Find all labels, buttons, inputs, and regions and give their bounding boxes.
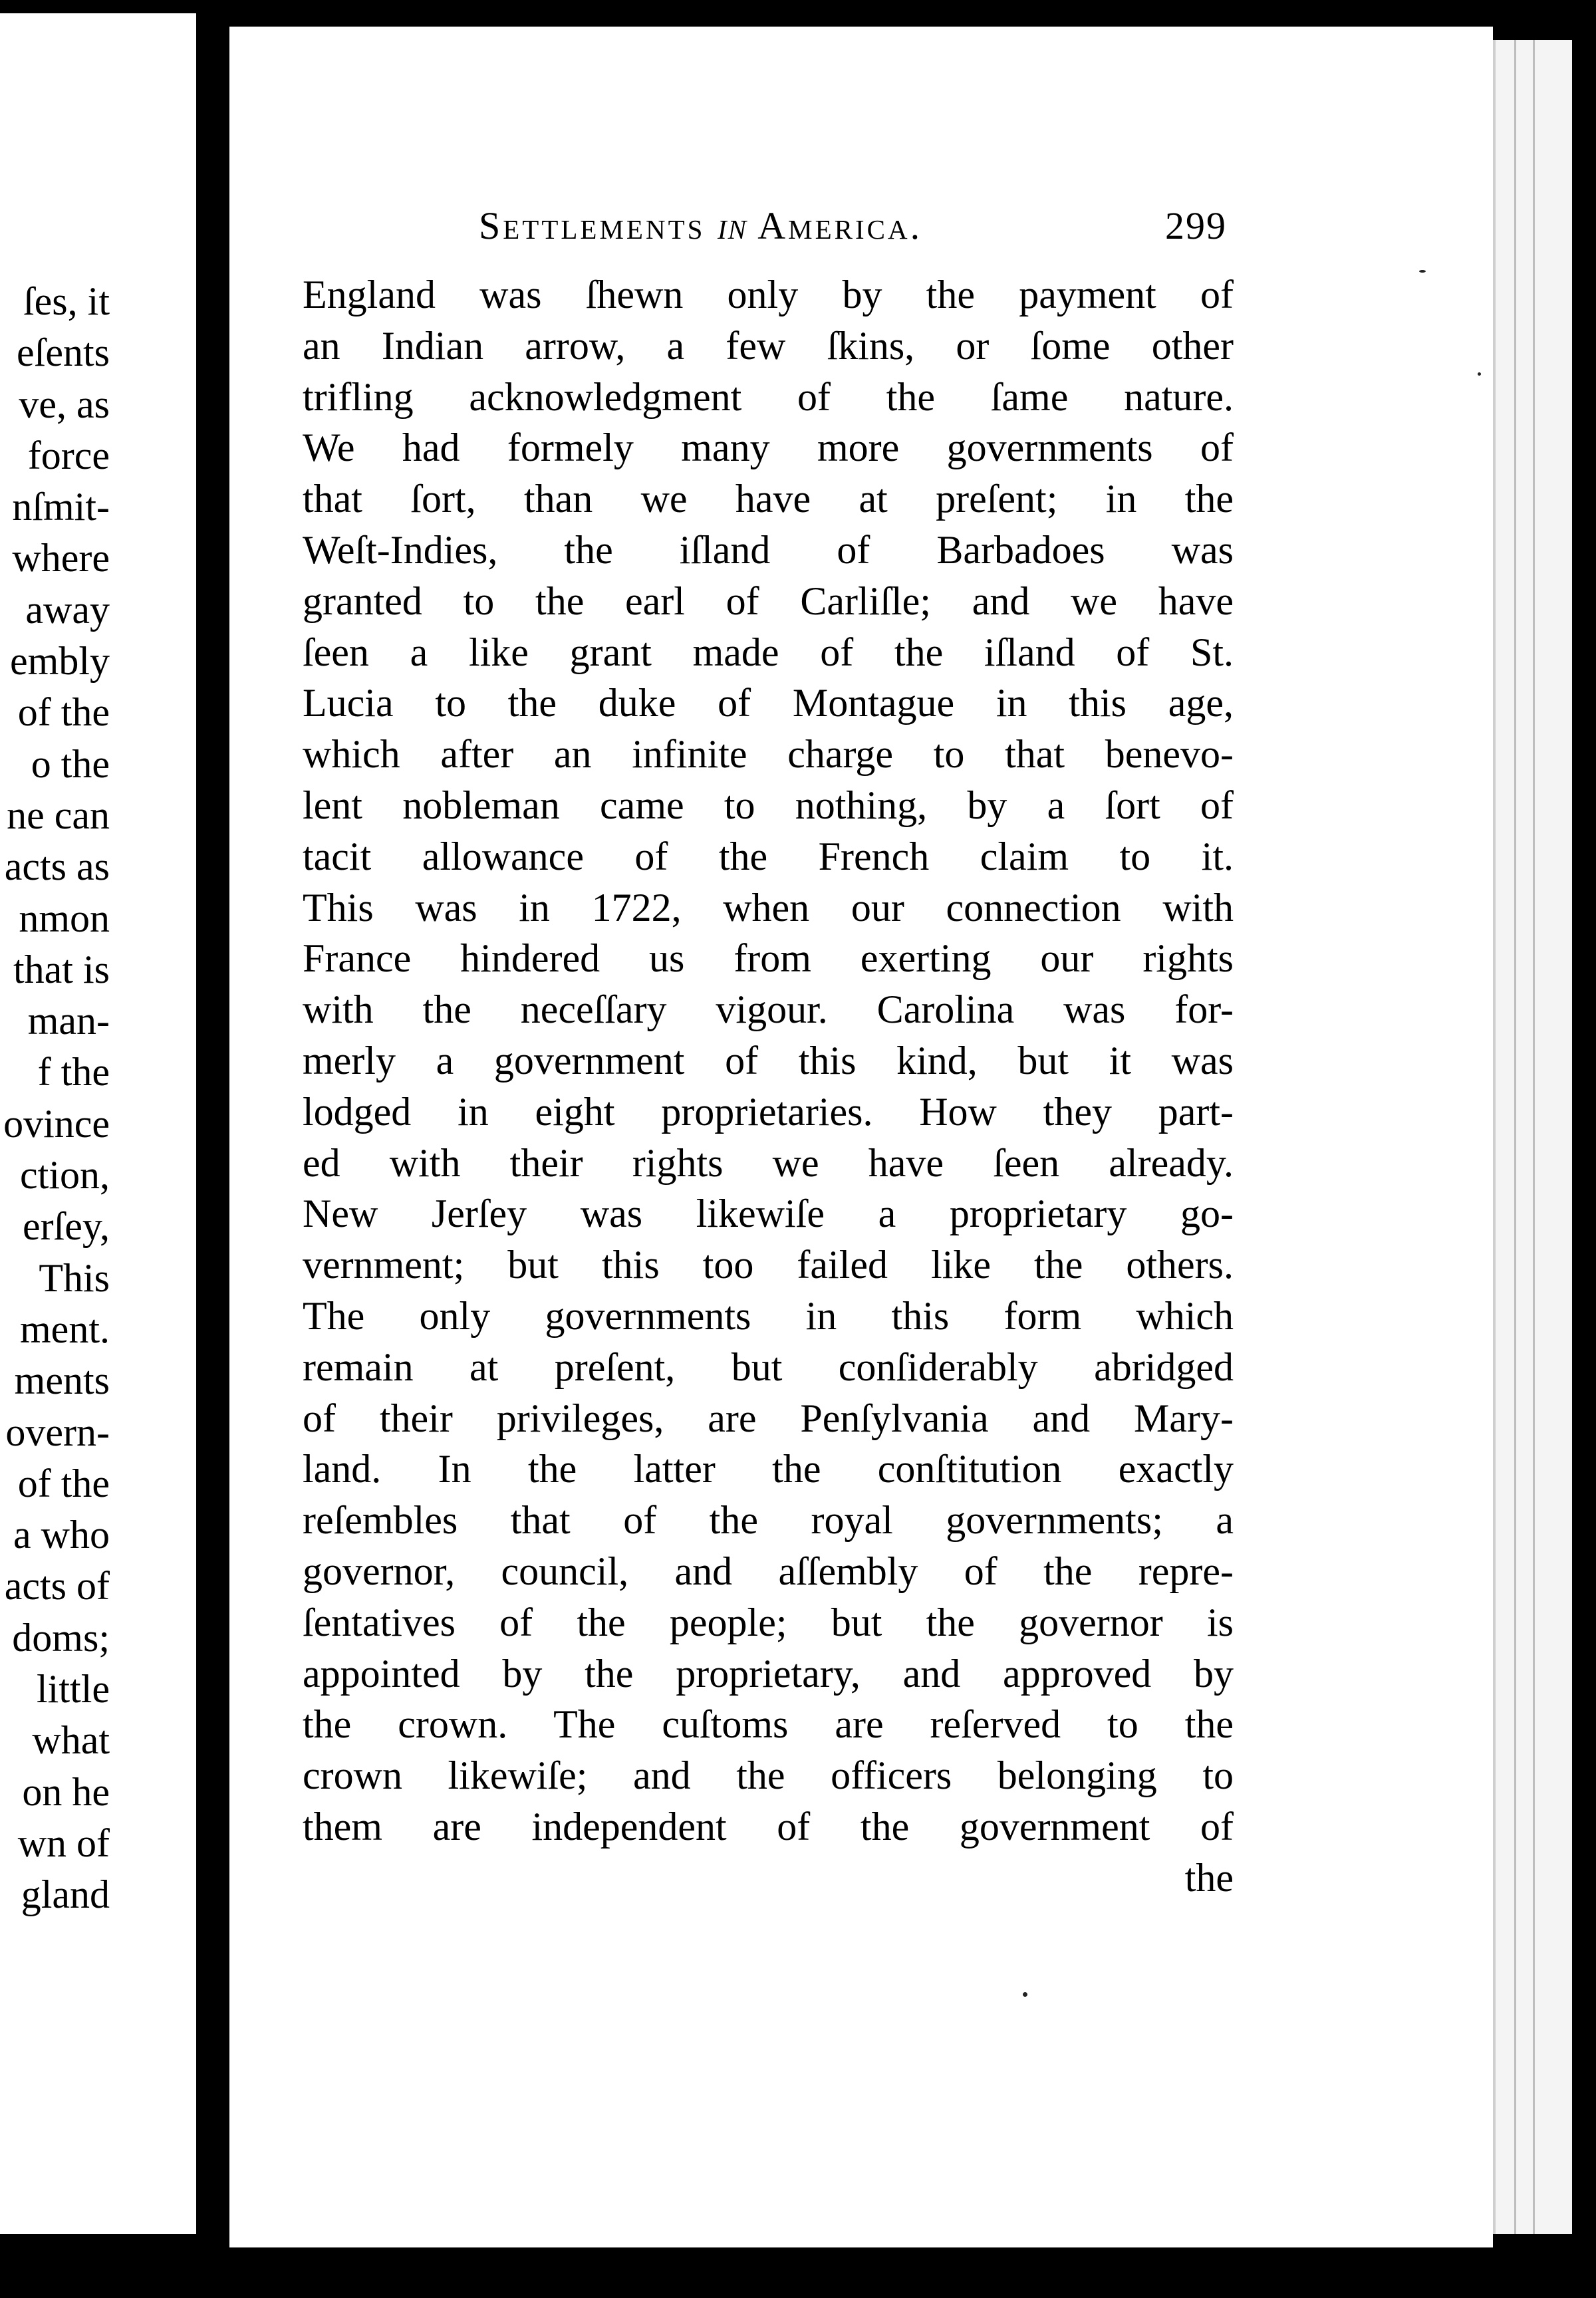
previous-page-line: where — [12, 536, 110, 580]
text-line: remain at preſent, but conſiderably abridged — [303, 1344, 1234, 1389]
previous-page-line: acts of — [4, 1564, 110, 1608]
page-number: 299 — [1165, 204, 1227, 247]
text-line: with the neceſſary vigour. Carolina was for- — [303, 987, 1234, 1032]
previous-page-line: ment. — [20, 1307, 110, 1351]
text-line: granted to the earl of Carliſle; and we have — [303, 578, 1234, 623]
text-line: land. In the latter the conſtitution exactly — [303, 1447, 1234, 1491]
previous-page-line: on he — [22, 1769, 110, 1814]
previous-page-line: wn of — [17, 1821, 110, 1865]
text-line: ed with their rights we have ſeen already. — [303, 1140, 1234, 1185]
previous-page-line: that is — [13, 947, 110, 991]
text-line: The only governments in this form which — [303, 1293, 1234, 1338]
previous-page-line: what — [32, 1718, 110, 1763]
text-line: crown likewiſe; and the officers belonging to — [303, 1753, 1234, 1798]
previous-page-line: ve, as — [19, 382, 110, 426]
previous-page-line: ction, — [20, 1153, 110, 1198]
previous-page-line: f the — [37, 1050, 110, 1094]
text-line: trifling acknowledgment of the ſame nature. — [303, 374, 1234, 419]
previous-page-line: force — [27, 433, 110, 477]
text-line: the crown. The cuſtoms are reſerved to the — [303, 1702, 1234, 1747]
text-line: them are independent of the government of — [303, 1804, 1234, 1849]
running-head-title: Settlements in America. — [479, 204, 923, 247]
running-head — [479, 199, 1227, 253]
previous-page-line: o the — [31, 741, 110, 786]
previous-page-line: ovince — [3, 1101, 110, 1146]
page-edges — [1493, 40, 1572, 2234]
previous-page-line: embly — [10, 639, 110, 684]
text-line: This was in 1722, when our connection with — [303, 885, 1234, 930]
ink-speck — [1419, 270, 1426, 273]
previous-page-line: gland — [21, 1872, 110, 1917]
text-line: lent nobleman came to nothing, by a ſort of — [303, 783, 1234, 827]
previous-page-line: doms; — [12, 1615, 110, 1660]
previous-page-line: away — [25, 587, 110, 632]
text-line: reſembles that of the royal governments; a — [303, 1498, 1234, 1543]
text-line: appointed by the proprietary, and approved by — [303, 1651, 1234, 1696]
ink-speck — [1478, 372, 1481, 376]
text-line: ſentatives of the people; but the governor is — [303, 1600, 1234, 1644]
text-line: governor, council, and aſſembly of the repre- — [303, 1549, 1234, 1593]
text-line: Weſt-Indies, the iſland of Barbadoes was — [303, 527, 1234, 572]
catchword: the — [1184, 1855, 1234, 1900]
text-line: New Jerſey was likewiſe a proprietary go- — [303, 1192, 1234, 1236]
text-line: Lucia to the duke of Montague in this age, — [303, 681, 1234, 725]
previous-page-line: of the — [17, 690, 110, 735]
body-text — [303, 269, 1234, 1904]
previous-page-line: This — [39, 1255, 110, 1300]
previous-page-line: ſes, it — [23, 279, 110, 323]
previous-page-line: overn- — [5, 1410, 110, 1454]
previous-page — [0, 13, 196, 2234]
previous-page-text-column — [0, 276, 110, 1921]
text-line: which after an infinite charge to that benevo- — [303, 732, 1234, 777]
previous-page-line: nſmit- — [12, 485, 110, 529]
text-line: vernment; but this too failed like the others. — [303, 1243, 1234, 1287]
previous-page-line: nmon — [19, 896, 110, 940]
text-line: merly a government of this kind, but it was — [303, 1038, 1234, 1083]
text-line: tacit allowance of the French claim to it. — [303, 834, 1234, 878]
text-line: England was ſhewn only by the payment of — [303, 273, 1234, 317]
previous-page-line: man- — [27, 999, 110, 1043]
text-line: ſeen a like grant made of the iſland of St. — [303, 630, 1234, 674]
previous-page-line: ments — [14, 1358, 110, 1403]
ink-speck — [1023, 1992, 1027, 1997]
text-line: We had formely many more governments of — [303, 426, 1234, 470]
text-line: an Indian arrow, a few ſkins, or ſome other — [303, 323, 1234, 368]
previous-page-line: erſey, — [22, 1204, 110, 1249]
previous-page-line: ne can — [7, 793, 110, 837]
text-line: that ſort, than we have at preſent; in the — [303, 477, 1234, 521]
text-line: France hindered us from exerting our rights — [303, 936, 1234, 981]
previous-page-line: little — [37, 1667, 110, 1712]
previous-page-line: of the — [17, 1461, 110, 1505]
previous-page-line: eſents — [17, 330, 110, 375]
book-gutter — [196, 0, 229, 2298]
previous-page-line: a who — [13, 1513, 110, 1557]
text-line: of their privileges, are Penſylvania and Mary- — [303, 1396, 1234, 1440]
previous-page-line: acts as — [4, 844, 110, 889]
text-line: lodged in eight proprietaries. How they part- — [303, 1089, 1234, 1134]
